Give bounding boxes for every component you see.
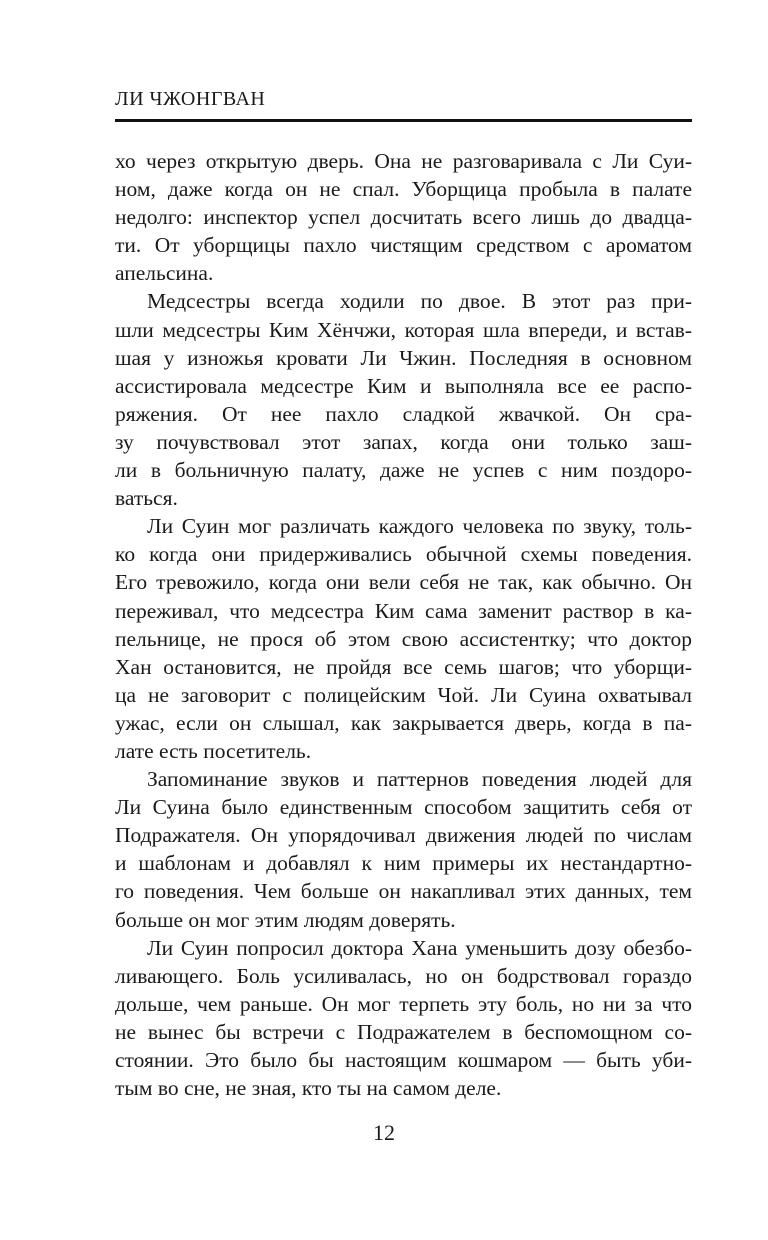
text-line: ти. От уборщицы пахло чистящим средством с ароматом — [115, 233, 692, 258]
text-line: ца не заговорит с полицейским Чой. Ли Суина охватывал — [115, 682, 692, 707]
text-line: зу почувствовал этот запах, когда они только заш- — [115, 429, 692, 454]
text-line: апельсина. — [115, 261, 214, 286]
text-line: ряжения. От нее пахло сладкой жвачкой. Он сра- — [115, 401, 692, 426]
text-line: ном, даже когда он не спал. Уборщица пробыла в палате — [115, 177, 692, 202]
text-line: дольше, чем раньше. Он мог терпеть эту боль, но ни за что — [115, 991, 692, 1016]
text-line: го поведения. Чем больше он накапливал этих данных, тем — [115, 879, 692, 904]
text-line: и шаблонам и добавлял к ним примеры их нестандартно- — [115, 851, 692, 876]
text-line: стоянии. Это было бы настоящим кошмаром — быть уби- — [115, 1048, 692, 1072]
page-number: 12 — [373, 1120, 395, 1145]
text-line: Запоминание звуков и паттернов поведения людей для — [147, 767, 692, 792]
text-line: ко когда они придерживались обычной схемы поведения. — [115, 542, 692, 567]
text-line: ужас, если он слышал, как закрывается дверь, когда в па- — [115, 710, 692, 735]
text-line: Ли Суина было единственным способом защитить себя от — [115, 795, 692, 820]
text-line: пельнице, не прося об этом свою ассистентку; что доктор — [115, 626, 692, 651]
paragraph — [115, 765, 692, 934]
text-line: недолго: инспектор успел досчитать всего лишь до двадца- — [115, 205, 692, 230]
text-line: ассистировала медсестре Ким и выполняла все ее распо- — [115, 373, 692, 398]
text-line: Его тревожило, когда они вели себя не так, как обычно. Он — [115, 570, 692, 595]
running-header: ЛИ ЧЖОНГВАН — [115, 88, 266, 110]
text-line: шли медсестры Ким Хёнчжи, которая шла впереди, и встав- — [115, 317, 692, 342]
text-line: шая у изножья кровати Ли Чжин. Последняя в основном — [115, 345, 692, 370]
text-line: тым во сне, не зная, кто ты на самом деле. — [115, 1076, 502, 1101]
paragraph — [115, 287, 692, 512]
paragraph — [115, 147, 692, 287]
paragraph — [115, 512, 692, 765]
header-rule — [115, 119, 692, 122]
text-line: Хан остановится, не пройдя все семь шагов; что уборщи- — [115, 654, 692, 679]
text-line: лате есть посетитель. — [115, 738, 312, 763]
text-line: ливающего. Боль усиливалась, но он бодрствовал гораздо — [115, 963, 692, 988]
text-line: Медсестры всегда ходили по двое. В этот раз при- — [147, 289, 692, 314]
body-text — [115, 147, 692, 1102]
text-line: Ли Суин мог различать каждого человека по звуку, толь- — [147, 514, 692, 539]
text-line: Подражателя. Он упорядочивал движения людей по числам — [115, 823, 692, 848]
text-line: переживал, что медсестра Ким сама заменит раствор в ка- — [115, 598, 692, 623]
text-line: ваться. — [115, 486, 178, 511]
text-line: ли в больничную палату, даже не успев с ним поздоро- — [115, 458, 692, 483]
text-line: хо через открытую дверь. Она не разговаривала с Ли Суи- — [115, 149, 692, 173]
text-line: больше он мог этим людям доверять. — [115, 907, 456, 932]
paragraph — [115, 934, 692, 1103]
text-line: не вынес бы встречи с Подражателем в беспомощном со- — [115, 1019, 692, 1044]
text-line: Ли Суин попросил доктора Хана уменьшить дозу обезбо- — [147, 935, 692, 960]
